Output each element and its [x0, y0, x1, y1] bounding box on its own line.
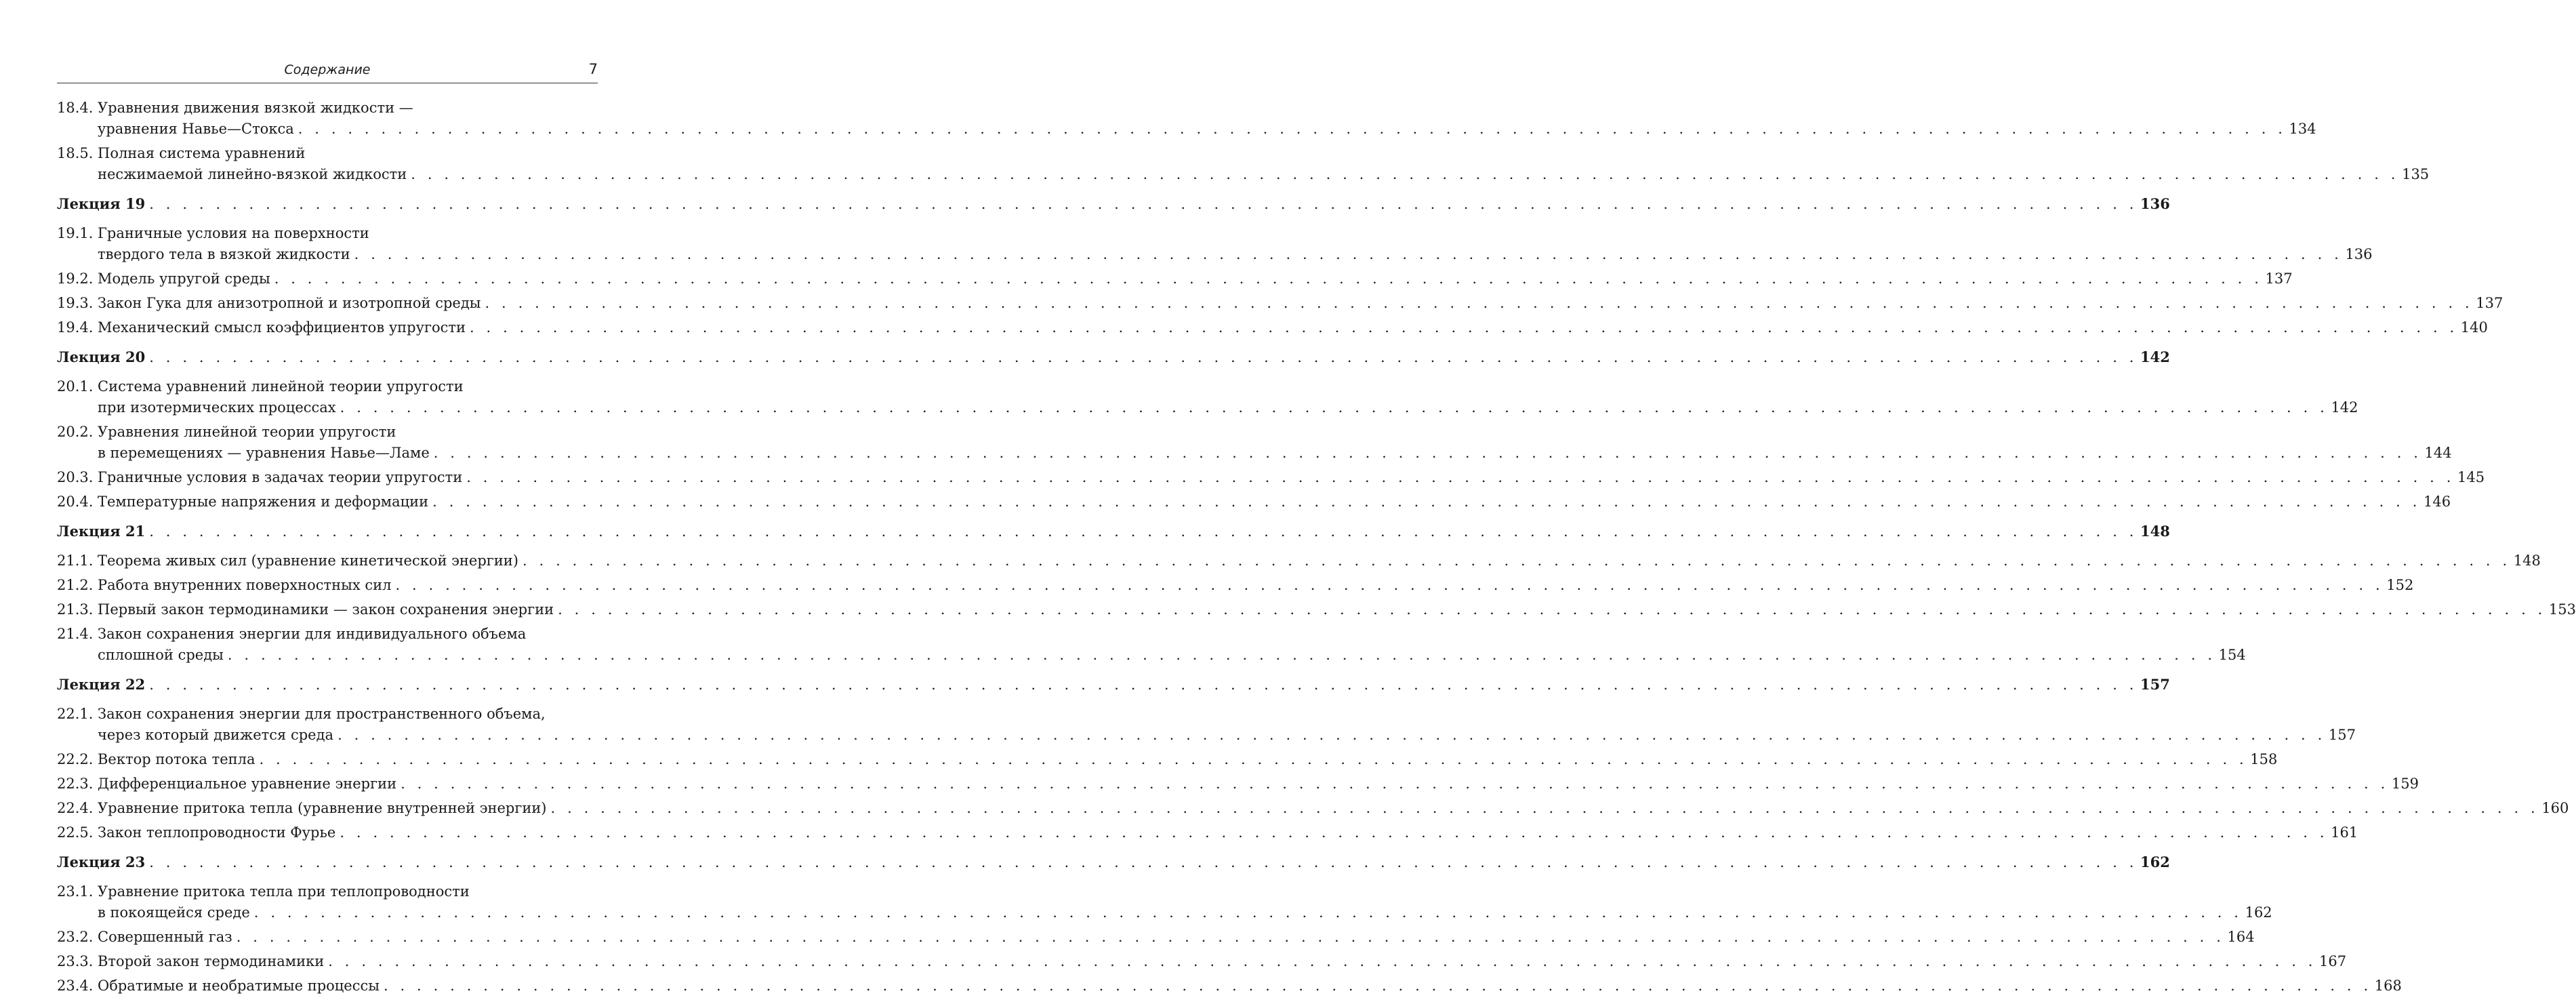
- section-title-line: Уравнение притока тепла (уравнение внутренней энергии): [98, 800, 547, 816]
- toc-page-number: 154: [2218, 647, 2246, 663]
- dot-leader: . . . . . . . . . . . . . . . . . . . . . . . . . . . . . . . . . . . . . . . . . . . . . . . . . . . . . . . . . . . . . . . . . . . . . . . . . . . . . . . . . . . . . . . . . . . . . . . . . . . . . . . . . . . . . . . . . . . . . . . .: [432, 494, 2421, 510]
- toc-page-number: 162: [2140, 854, 2170, 870]
- lecture-title: Лекция 19: [57, 195, 146, 212]
- section-number: 23.4.: [57, 978, 94, 994]
- toc-page-number: 146: [2423, 494, 2451, 510]
- section-number: 18.4.: [57, 100, 94, 116]
- toc-page-number: 160: [2541, 800, 2569, 816]
- toc-page-number: 137: [2476, 295, 2503, 311]
- section-number: 22.3.: [57, 776, 94, 792]
- toc-lecture-entry[interactable]: [57, 851, 2170, 873]
- section-title-line: твердого тела в вязкой жидкости: [98, 246, 350, 262]
- dot-leader: . . . . . . . . . . . . . . . . . . . . . . . . . . . . . . . . . . . . . . . . . . . . . . . . . . . . . . . . . . . . . . . . . . . . . . . . . . . . . . . . . . . . . . . . . . . . . . . . . . . . . . . . . . . . . . . . . . . . . . . .: [253, 904, 2243, 921]
- toc-page-number: 162: [2245, 904, 2272, 921]
- section-number: 20.2.: [57, 424, 94, 440]
- toc-lecture-entry[interactable]: [57, 193, 2170, 215]
- section-title-line: Уравнение притока тепла при теплопроводности: [98, 883, 470, 900]
- toc-page-number: 153: [2548, 601, 2576, 618]
- toc-page-number: 152: [2386, 577, 2414, 593]
- toc-page-number: 136: [2140, 195, 2170, 212]
- section-title-line: Температурные напряжения и деформации: [98, 494, 429, 510]
- toc-lecture-entry[interactable]: [57, 674, 2170, 696]
- section-number: 19.2.: [57, 270, 94, 287]
- section-number: 22.4.: [57, 800, 94, 816]
- toc-section-entry[interactable]: [57, 467, 2485, 488]
- section-number: 22.1.: [57, 706, 94, 722]
- section-number: 19.4.: [57, 319, 94, 336]
- section-title-line: Обратимые и необратимые процессы: [98, 978, 380, 994]
- dot-leader: . . . . . . . . . . . . . . . . . . . . . . . . . . . . . . . . . . . . . . . . . . . . . . . . . . . . . . . . . . . . . . . . . . . . . . . . . . . . . . . . . . . . . . . . . . . . . . . . . . . . . . . . . . . . . . . . . . . . . . . .: [227, 647, 2216, 663]
- section-title-line: уравнения Навье—Стокса: [98, 121, 294, 137]
- section-title-line: Граничные условия на поверхности: [98, 225, 369, 241]
- dot-leader: . . . . . . . . . . . . . . . . . . . . . . . . . . . . . . . . . . . . . . . . . . . . . . . . . . . . . . . . . . . . . . . . . . . . . . . . . . . . . . . . . . . . . . . . . . . . . . . . . . . . . . . . . . . . . . . . . . . . . . . .: [149, 854, 2138, 870]
- dot-leader: . . . . . . . . . . . . . . . . . . . . . . . . . . . . . . . . . . . . . . . . . . . . . . . . . . . . . . . . . . . . . . . . . . . . . . . . . . . . . . . . . . . . . . . . . . . . . . . . . . . . . . . . . . . . . . . . . . . . . . . .: [558, 601, 2546, 618]
- dot-leader: . . . . . . . . . . . . . . . . . . . . . . . . . . . . . . . . . . . . . . . . . . . . . . . . . . . . . . . . . . . . . . . . . . . . . . . . . . . . . . . . . . . . . . . . . . . . . . . . . . . . . . . . . . . . . . . . . . . . . . . .: [149, 523, 2138, 540]
- toc-section-entry[interactable]: [57, 223, 2373, 265]
- toc-page-number: 158: [2250, 751, 2278, 767]
- toc-section-entry[interactable]: [57, 822, 2358, 843]
- section-title-line: Модель упругой среды: [98, 270, 270, 287]
- toc-section-entry[interactable]: [57, 704, 2356, 746]
- toc-page-number: 142: [2331, 399, 2358, 416]
- toc-section-entry[interactable]: [57, 599, 2576, 620]
- dot-leader: . . . . . . . . . . . . . . . . . . . . . . . . . . . . . . . . . . . . . . . . . . . . . . . . . . . . . . . . . . . . . . . . . . . . . . . . . . . . . . . . . . . . . . . . . . . . . . . . . . . . . . . . . . . . . . . . . . . . . . . .: [395, 577, 2384, 593]
- toc-section-entry[interactable]: [57, 268, 2293, 289]
- section-title-line: Совершенный газ: [98, 929, 232, 945]
- toc-section-entry[interactable]: [57, 951, 2347, 972]
- section-title-line: при изотермических процессах: [98, 399, 336, 416]
- section-number: 22.5.: [57, 824, 94, 841]
- section-title-line: Закон Гука для анизотропной и изотропной среды: [98, 295, 481, 311]
- dot-leader: . . . . . . . . . . . . . . . . . . . . . . . . . . . . . . . . . . . . . . . . . . . . . . . . . . . . . . . . . . . . . . . . . . . . . . . . . . . . . . . . . . . . . . . . . . . . . . . . . . . . . . . . . . . . . . . . . . . . . . . .: [354, 246, 2343, 262]
- toc-page-number: 159: [2391, 776, 2419, 792]
- section-title-line: Теорема живых сил (уравнение кинетической энергии): [98, 553, 518, 569]
- table-of-contents: [57, 98, 2576, 1000]
- dot-leader: . . . . . . . . . . . . . . . . . . . . . . . . . . . . . . . . . . . . . . . . . . . . . . . . . . . . . . . . . . . . . . . . . . . . . . . . . . . . . . . . . . . . . . . . . . . . . . . . . . . . . . . . . . . . . . . . . . . . . . . .: [149, 349, 2138, 365]
- toc-section-entry[interactable]: [57, 317, 2488, 338]
- toc-section-entry[interactable]: [57, 624, 2246, 666]
- dot-leader: . . . . . . . . . . . . . . . . . . . . . . . . . . . . . . . . . . . . . . . . . . . . . . . . . . . . . . . . . . . . . . . . . . . . . . . . . . . . . . . . . . . . . . . . . . . . . . . . . . . . . . . . . . . . . . . . . . . . . . . .: [411, 166, 2400, 182]
- section-number: 20.3.: [57, 469, 94, 485]
- section-title-line: Механический смысл коэффициентов упругости: [98, 319, 466, 336]
- toc-page-number: 157: [2140, 676, 2170, 693]
- dot-leader: . . . . . . . . . . . . . . . . . . . . . . . . . . . . . . . . . . . . . . . . . . . . . . . . . . . . . . . . . . . . . . . . . . . . . . . . . . . . . . . . . . . . . . . . . . . . . . . . . . . . . . . . . . . . . . . . . . . . . . . .: [340, 824, 2329, 841]
- toc-page-number: 161: [2331, 824, 2358, 841]
- toc-page-number: 164: [2227, 929, 2255, 945]
- section-title-line: Граничные условия в задачах теории упругости: [98, 469, 463, 485]
- section-title-line: Работа внутренних поверхностных сил: [98, 577, 392, 593]
- toc-page-number: 140: [2460, 319, 2488, 336]
- section-title-line: Дифференциальное уравнение энергии: [98, 776, 397, 792]
- section-number: 18.5.: [57, 145, 94, 161]
- section-number: 20.1.: [57, 378, 94, 395]
- toc-page-number: 144: [2424, 445, 2452, 461]
- running-header: [57, 60, 598, 83]
- section-number: 22.2.: [57, 751, 94, 767]
- toc-section-entry[interactable]: [57, 798, 2569, 819]
- section-title-line: Закон сохранения энергии для пространственного объема,: [98, 706, 546, 722]
- toc-page-number: 145: [2457, 469, 2485, 485]
- dot-leader: . . . . . . . . . . . . . . . . . . . . . . . . . . . . . . . . . . . . . . . . . . . . . . . . . . . . . . . . . . . . . . . . . . . . . . . . . . . . . . . . . . . . . . . . . . . . . . . . . . . . . . . . . . . . . . . . . . . . . . . .: [340, 399, 2329, 416]
- toc-section-entry[interactable]: [57, 575, 2414, 596]
- toc-section-entry[interactable]: [57, 927, 2255, 948]
- dot-leader: . . . . . . . . . . . . . . . . . . . . . . . . . . . . . . . . . . . . . . . . . . . . . . . . . . . . . . . . . . . . . . . . . . . . . . . . . . . . . . . . . . . . . . . . . . . . . . . . . . . . . . . . . . . . . . . . . . . . . . . .: [401, 776, 2389, 792]
- toc-page-number: 137: [2265, 270, 2293, 287]
- lecture-title: Лекция 23: [57, 854, 146, 870]
- toc-page-number: 136: [2345, 246, 2373, 262]
- dot-leader: . . . . . . . . . . . . . . . . . . . . . . . . . . . . . . . . . . . . . . . . . . . . . . . . . . . . . . . . . . . . . . . . . . . . . . . . . . . . . . . . . . . . . . . . . . . . . . . . . . . . . . . . . . . . . . . . . . . . . . . .: [149, 677, 2138, 693]
- toc-page-number: 157: [2328, 727, 2356, 743]
- dot-leader: . . . . . . . . . . . . . . . . . . . . . . . . . . . . . . . . . . . . . . . . . . . . . . . . . . . . . . . . . . . . . . . . . . . . . . . . . . . . . . . . . . . . . . . . . . . . . . . . . . . . . . . . . . . . . . . . . . . . . . . .: [236, 929, 2225, 945]
- section-number: 19.3.: [57, 295, 94, 311]
- toc-page-number: 167: [2319, 953, 2347, 969]
- dot-leader: . . . . . . . . . . . . . . . . . . . . . . . . . . . . . . . . . . . . . . . . . . . . . . . . . . . . . . . . . . . . . . . . . . . . . . . . . . . . . . . . . . . . . . . . . . . . . . . . . . . . . . . . . . . . . . . . . . . . . . . .: [383, 978, 2372, 994]
- dot-leader: . . . . . . . . . . . . . . . . . . . . . . . . . . . . . . . . . . . . . . . . . . . . . . . . . . . . . . . . . . . . . . . . . . . . . . . . . . . . . . . . . . . . . . . . . . . . . . . . . . . . . . . . . . . . . . . . . . . . . . . .: [259, 751, 2248, 767]
- section-title-line: в покоящейся среде: [98, 904, 250, 921]
- lecture-title: Лекция 20: [57, 348, 146, 365]
- section-number: 21.4.: [57, 626, 94, 642]
- section-number: 23.1.: [57, 883, 94, 900]
- section-title-line: Закон сохранения энергии для индивидуального объема: [98, 626, 527, 642]
- toc-section-entry[interactable]: [57, 98, 2316, 140]
- section-title-line: через который движется среда: [98, 727, 334, 743]
- toc-page-number: 148: [2513, 553, 2541, 569]
- dot-leader: . . . . . . . . . . . . . . . . . . . . . . . . . . . . . . . . . . . . . . . . . . . . . . . . . . . . . . . . . . . . . . . . . . . . . . . . . . . . . . . . . . . . . . . . . . . . . . . . . . . . . . . . . . . . . . . . . . . . . . . .: [470, 319, 2458, 336]
- section-number: 21.2.: [57, 577, 94, 593]
- dot-leader: . . . . . . . . . . . . . . . . . . . . . . . . . . . . . . . . . . . . . . . . . . . . . . . . . . . . . . . . . . . . . . . . . . . . . . . . . . . . . . . . . . . . . . . . . . . . . . . . . . . . . . . . . . . . . . . . . . . . . . . .: [466, 469, 2455, 485]
- dot-leader: . . . . . . . . . . . . . . . . . . . . . . . . . . . . . . . . . . . . . . . . . . . . . . . . . . . . . . . . . . . . . . . . . . . . . . . . . . . . . . . . . . . . . . . . . . . . . . . . . . . . . . . . . . . . . . . . . . . . . . . .: [550, 800, 2539, 816]
- dot-leader: . . . . . . . . . . . . . . . . . . . . . . . . . . . . . . . . . . . . . . . . . . . . . . . . . . . . . . . . . . . . . . . . . . . . . . . . . . . . . . . . . . . . . . . . . . . . . . . . . . . . . . . . . . . . . . . . . . . . . . . .: [433, 445, 2422, 461]
- section-title-line: Второй закон термодинамики: [98, 953, 325, 969]
- toc-section-entry[interactable]: [57, 143, 2430, 185]
- section-number: 21.3.: [57, 601, 94, 618]
- toc-section-entry[interactable]: [57, 749, 2278, 770]
- toc-section-entry[interactable]: [57, 376, 2358, 418]
- section-title-line: Полная система уравнений: [98, 145, 306, 161]
- section-number: 23.2.: [57, 929, 94, 945]
- section-title-line: Система уравнений линейной теории упругости: [98, 378, 464, 395]
- dot-leader: . . . . . . . . . . . . . . . . . . . . . . . . . . . . . . . . . . . . . . . . . . . . . . . . . . . . . . . . . . . . . . . . . . . . . . . . . . . . . . . . . . . . . . . . . . . . . . . . . . . . . . . . . . . . . . . . . . . . . . . .: [328, 953, 2317, 969]
- toc-lecture-entry[interactable]: [57, 521, 2170, 542]
- section-title-line: Уравнения движения вязкой жидкости —: [98, 100, 413, 116]
- page-number: 7: [588, 61, 598, 77]
- lecture-title: Лекция 22: [57, 676, 146, 693]
- section-title-line: Первый закон термодинамики — закон сохранения энергии: [98, 601, 554, 618]
- section-title-line: Уравнения линейной теории упругости: [98, 424, 396, 440]
- lecture-title: Лекция 21: [57, 523, 146, 540]
- dot-leader: . . . . . . . . . . . . . . . . . . . . . . . . . . . . . . . . . . . . . . . . . . . . . . . . . . . . . . . . . . . . . . . . . . . . . . . . . . . . . . . . . . . . . . . . . . . . . . . . . . . . . . . . . . . . . . . . . . . . . . . .: [149, 196, 2138, 212]
- toc-section-entry[interactable]: [57, 881, 2272, 923]
- section-title-line: Вектор потока тепла: [98, 751, 255, 767]
- section-number: 21.1.: [57, 553, 94, 569]
- dot-leader: . . . . . . . . . . . . . . . . . . . . . . . . . . . . . . . . . . . . . . . . . . . . . . . . . . . . . . . . . . . . . . . . . . . . . . . . . . . . . . . . . . . . . . . . . . . . . . . . . . . . . . . . . . . . . . . . . . . . . . . .: [338, 727, 2326, 743]
- section-title-line: Закон теплопроводности Фурье: [98, 824, 336, 841]
- toc-section-entry[interactable]: [57, 976, 2402, 997]
- toc-page-number: 142: [2140, 348, 2170, 365]
- dot-leader: . . . . . . . . . . . . . . . . . . . . . . . . . . . . . . . . . . . . . . . . . . . . . . . . . . . . . . . . . . . . . . . . . . . . . . . . . . . . . . . . . . . . . . . . . . . . . . . . . . . . . . . . . . . . . . . . . . . . . . . .: [298, 121, 2287, 137]
- toc-page-number: 148: [2140, 523, 2170, 540]
- toc-page-number: 168: [2374, 978, 2402, 994]
- dot-leader: . . . . . . . . . . . . . . . . . . . . . . . . . . . . . . . . . . . . . . . . . . . . . . . . . . . . . . . . . . . . . . . . . . . . . . . . . . . . . . . . . . . . . . . . . . . . . . . . . . . . . . . . . . . . . . . . . . . . . . . .: [485, 295, 2474, 311]
- toc-section-entry[interactable]: [57, 774, 2419, 795]
- dot-leader: . . . . . . . . . . . . . . . . . . . . . . . . . . . . . . . . . . . . . . . . . . . . . . . . . . . . . . . . . . . . . . . . . . . . . . . . . . . . . . . . . . . . . . . . . . . . . . . . . . . . . . . . . . . . . . . . . . . . . . . .: [274, 270, 2263, 287]
- section-title-line: в перемещениях — уравнения Навье—Ламе: [98, 445, 430, 461]
- toc-page-number: 134: [2289, 121, 2316, 137]
- section-number: 23.3.: [57, 953, 94, 969]
- header-title: Содержание: [284, 62, 371, 77]
- section-number: 19.1.: [57, 225, 94, 241]
- dot-leader: . . . . . . . . . . . . . . . . . . . . . . . . . . . . . . . . . . . . . . . . . . . . . . . . . . . . . . . . . . . . . . . . . . . . . . . . . . . . . . . . . . . . . . . . . . . . . . . . . . . . . . . . . . . . . . . . . . . . . . . .: [522, 553, 2511, 569]
- toc-section-entry[interactable]: [57, 293, 2503, 314]
- toc-lecture-entry[interactable]: [57, 346, 2170, 368]
- section-number: 20.4.: [57, 494, 94, 510]
- section-title-line: сплошной среды: [98, 647, 224, 663]
- toc-page-number: 135: [2402, 166, 2430, 182]
- toc-section-entry[interactable]: [57, 422, 2452, 464]
- toc-section-entry[interactable]: [57, 491, 2451, 513]
- toc-section-entry[interactable]: [57, 550, 2541, 571]
- section-title-line: несжимаемой линейно-вязкой жидкости: [98, 166, 407, 182]
